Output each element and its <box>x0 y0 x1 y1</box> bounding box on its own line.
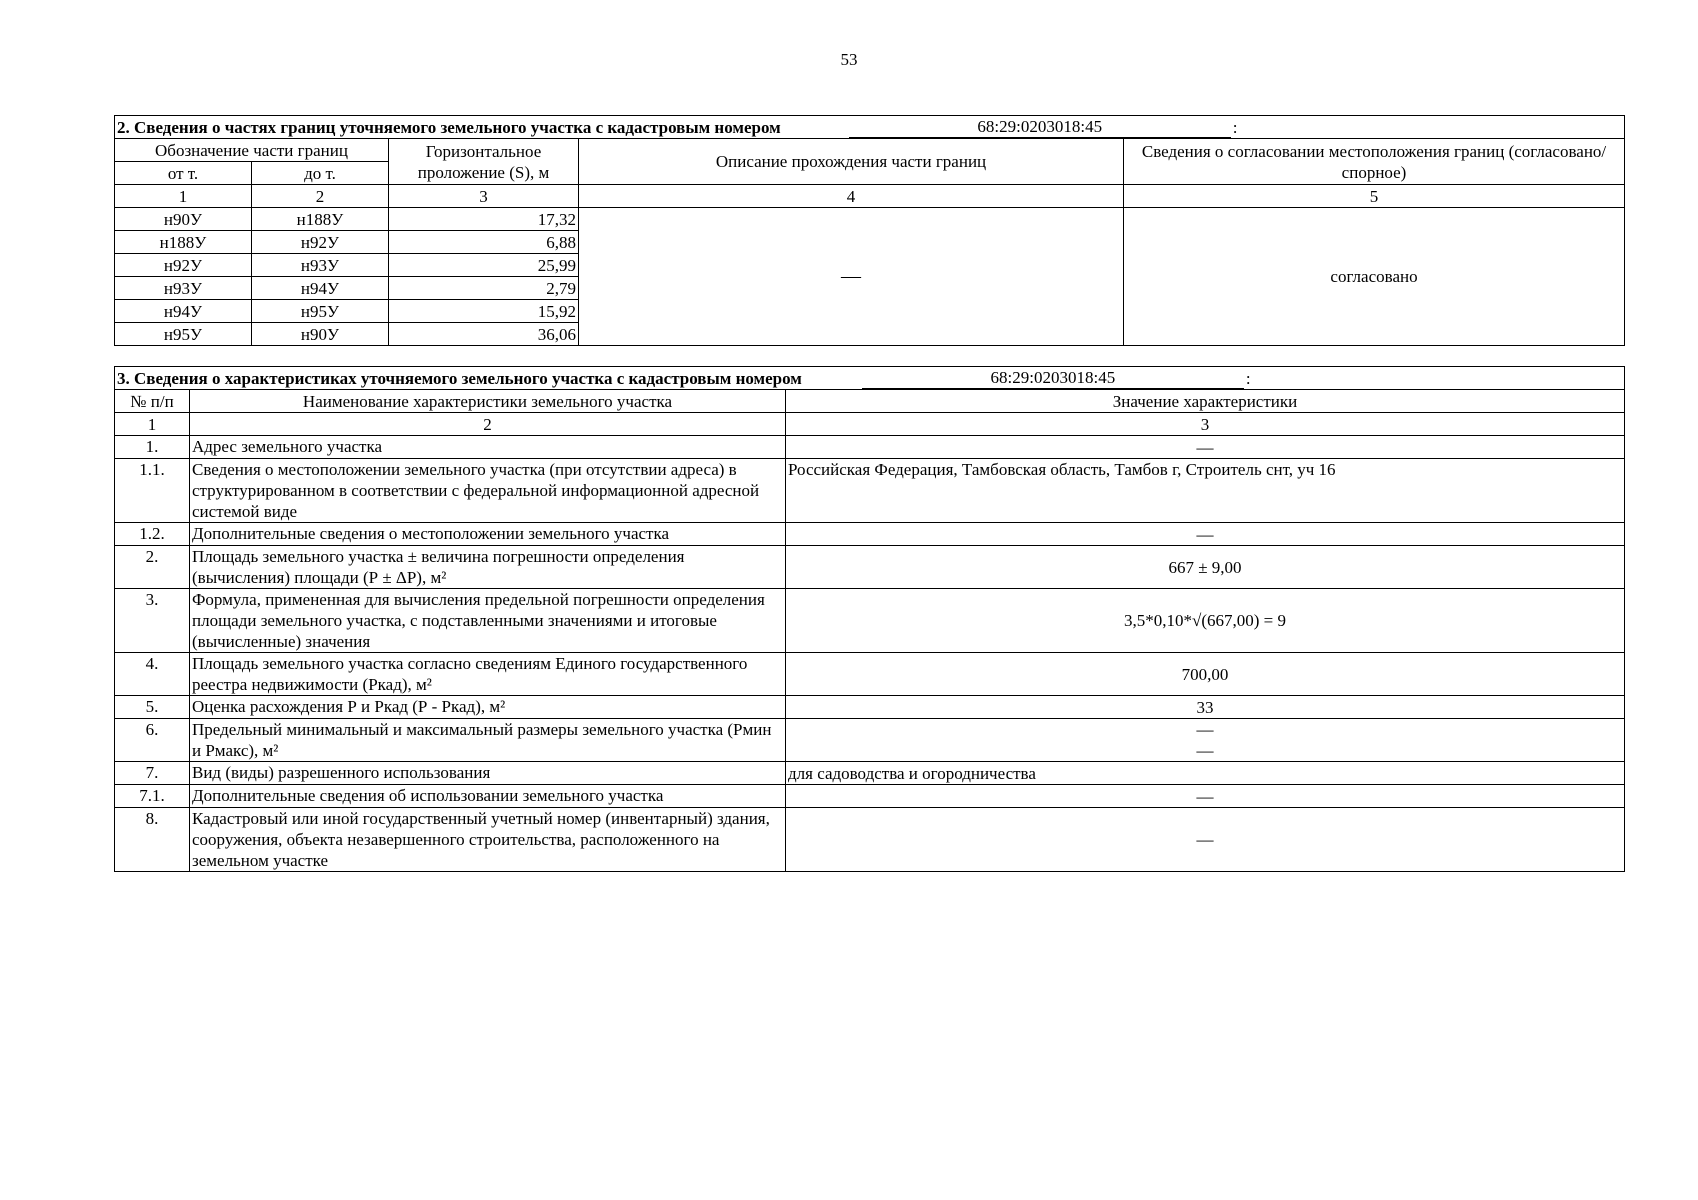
from-point: н92У <box>115 254 252 277</box>
row-name: Дополнительные сведения об использовании земельного участка <box>190 785 786 808</box>
column-number: 2 <box>252 185 389 208</box>
boundary-parts-table <box>114 115 1625 346</box>
length-value: 2,79 <box>389 277 579 300</box>
row-num: 1.1. <box>115 459 190 523</box>
row-num: 3. <box>115 589 190 653</box>
row-value: 3,5*0,10*√(667,00) = 9 <box>786 589 1625 653</box>
row-num: 7. <box>115 762 190 785</box>
row-num: 5. <box>115 696 190 719</box>
table-row <box>115 696 1625 719</box>
to-point: н90У <box>252 323 389 346</box>
row-value: 700,00 <box>786 653 1625 696</box>
section3-title-row <box>115 367 1625 390</box>
row-value: — <box>786 785 1625 808</box>
header-name: Наименование характеристики земельного участка <box>190 390 786 413</box>
agreement-value: согласовано <box>1124 208 1625 346</box>
row-name: Формула, примененная для вычисления предельной погрешности определения площади земельного участка, с подставленными значениями и итоговые (вычисленные) значения <box>190 589 786 653</box>
header-value: Значение характеристики <box>786 390 1625 413</box>
from-point: н94У <box>115 300 252 323</box>
row-name: Кадастровый или иной государственный учетный номер (инвентарный) здания, сооружения, объекта незавершенного строительства, расположенного на земельном участке <box>190 808 786 872</box>
table-row <box>115 523 1625 546</box>
length-value: 15,92 <box>389 300 579 323</box>
row-num: 4. <box>115 653 190 696</box>
row-name: Предельный минимальный и максимальный размеры земельного участка (Рмин и Рмакс), м² <box>190 719 786 762</box>
from-point: н188У <box>115 231 252 254</box>
row-name: Вид (виды) разрешенного использования <box>190 762 786 785</box>
column-number: 5 <box>1124 185 1625 208</box>
column-number: 3 <box>389 185 579 208</box>
row-value: — <box>786 436 1625 459</box>
header-boundary-designation: Обозначение части границ <box>115 139 389 162</box>
table-row <box>115 459 1625 523</box>
row-name: Оценка расхождения Р и Ркад (Р - Ркад), м² <box>190 696 786 719</box>
table-row <box>115 589 1625 653</box>
row-value: 33 <box>786 696 1625 719</box>
table-row <box>115 208 1625 231</box>
row-name: Адрес земельного участка <box>190 436 786 459</box>
row-num: 6. <box>115 719 190 762</box>
to-point: н95У <box>252 300 389 323</box>
header-from-point: от т. <box>115 162 252 185</box>
row-name: Сведения о местоположении земельного участка (при отсутствии адреса) в структурированном в соответствии с федеральной информационной адресной системой виде <box>190 459 786 523</box>
from-point: н95У <box>115 323 252 346</box>
length-value: 25,99 <box>389 254 579 277</box>
row-value: для садоводства и огородничества <box>786 762 1625 785</box>
row-num: 1. <box>115 436 190 459</box>
column-number: 1 <box>115 413 190 436</box>
header-num: № п/п <box>115 390 190 413</box>
value-max: — <box>1196 741 1214 760</box>
to-point: н188У <box>252 208 389 231</box>
table-row <box>115 785 1625 808</box>
row-num: 1.2. <box>115 523 190 546</box>
table-row <box>115 546 1625 589</box>
length-value: 6,88 <box>389 231 579 254</box>
row-name: Площадь земельного участка согласно сведениям Единого государственного реестра недвижимости (Ркад), м² <box>190 653 786 696</box>
section3-colon: : <box>1245 369 1251 388</box>
row-value: Российская Федерация, Тамбовская область, Тамбов г, Строитель снт, уч 16 <box>786 459 1625 523</box>
column-number: 2 <box>190 413 786 436</box>
section3-title: 3. Сведения о характеристиках уточняемого земельного участка с кадастровым номером <box>117 369 802 388</box>
length-value: 17,32 <box>389 208 579 231</box>
row-value: 667 ± 9,00 <box>786 546 1625 589</box>
row-num: 8. <box>115 808 190 872</box>
row-name: Дополнительные сведения о местоположении земельного участка <box>190 523 786 546</box>
header-to-point: до т. <box>252 162 389 185</box>
row-value-min-max <box>786 719 1625 762</box>
section3-cadastral-number: 68:29:0203018:45 <box>862 367 1244 389</box>
row-value: — <box>786 808 1625 872</box>
row-num: 7.1. <box>115 785 190 808</box>
page-number: 53 <box>840 50 858 69</box>
column-number: 4 <box>579 185 1124 208</box>
header-horizontal-line: Горизонтальное проложение (S), м <box>389 139 579 185</box>
header-agreement: Сведения о согласовании местоположения границ (согласовано/спорное) <box>1124 139 1625 185</box>
length-value: 36,06 <box>389 323 579 346</box>
row-value: — <box>786 523 1625 546</box>
from-point: н90У <box>115 208 252 231</box>
row-name: Площадь земельного участка ± величина погрешности определения (вычисления) площади (Р ± ΔР), м² <box>190 546 786 589</box>
table-row <box>115 719 1625 762</box>
section2-title: 2. Сведения о частях границ уточняемого земельного участка с кадастровым номером <box>117 118 781 137</box>
table-row <box>115 808 1625 872</box>
section2-title-row <box>115 116 1625 139</box>
table-row <box>115 762 1625 785</box>
header-description: Описание прохождения части границ <box>579 139 1124 185</box>
description-value: — <box>579 208 1124 346</box>
to-point: н93У <box>252 254 389 277</box>
column-number: 1 <box>115 185 252 208</box>
column-number: 3 <box>786 413 1625 436</box>
to-point: н92У <box>252 231 389 254</box>
from-point: н93У <box>115 277 252 300</box>
table-row <box>115 653 1625 696</box>
value-min: — <box>1196 720 1214 739</box>
characteristics-table <box>114 366 1625 872</box>
row-num: 2. <box>115 546 190 589</box>
section2-colon: : <box>1232 118 1238 137</box>
to-point: н94У <box>252 277 389 300</box>
table-row <box>115 436 1625 459</box>
section2-cadastral-number: 68:29:0203018:45 <box>849 116 1231 138</box>
